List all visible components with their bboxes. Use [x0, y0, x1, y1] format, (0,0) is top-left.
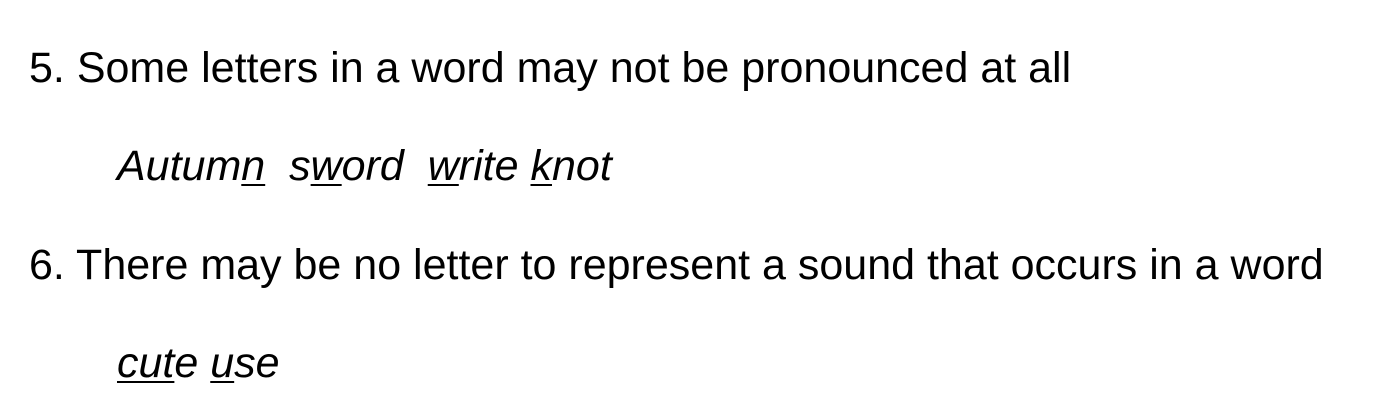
rule-5-text: Some letters in a word may not be pronounced at all	[76, 44, 1072, 92]
rule-6	[29, 241, 1324, 289]
silent-letter: k	[530, 142, 552, 190]
rule-5-number: 5.	[29, 44, 65, 92]
example-word-cute: cute	[117, 339, 199, 387]
rule-6-number: 6.	[29, 241, 65, 289]
silent-letter: w	[310, 142, 342, 190]
rule-6-text: There may be no letter to represent a sound that occurs in a word	[76, 241, 1324, 289]
silent-letter: n	[241, 142, 266, 190]
rule-6-example	[117, 339, 280, 387]
rule-5	[29, 44, 1072, 92]
example-word-knot: knot	[530, 142, 612, 190]
example-word-sword: sword	[289, 142, 404, 190]
example-word-use: use	[210, 339, 280, 387]
missing-sound-letters: u	[210, 339, 235, 387]
silent-letter: w	[427, 142, 459, 190]
rule-5-example	[117, 142, 612, 190]
missing-sound-letters: cut	[117, 339, 175, 387]
example-word-autumn: Autumn	[117, 142, 266, 190]
example-word-write: write	[427, 142, 519, 190]
